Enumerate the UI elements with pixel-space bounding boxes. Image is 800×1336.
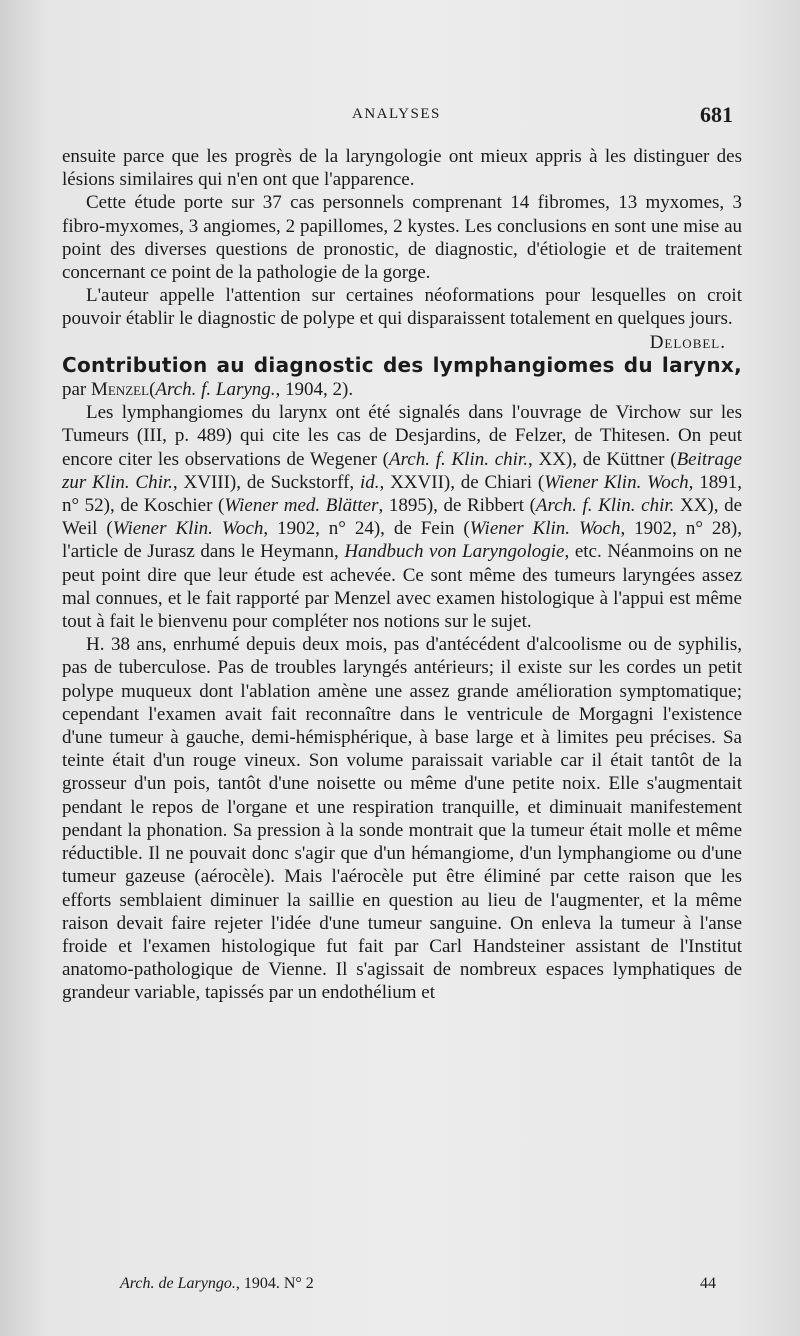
citation-journal: id. <box>359 471 380 493</box>
text-run: , 1902, n° 24), de Fein ( <box>263 518 470 540</box>
prev-article-paragraph-2: Cette étude porte sur 37 cas personnels comprenant 14 fibromes, 13 myxomes, 3 fibro-myxomes, 3 angiomes, 2 papillomes, 2 kystes. Les conclusions en sont une mise au point des diverses questions de pronostic, de diagnostic, d'étiologie et de traitement concernant ce point de la pathologie de la gorge. <box>62 192 742 284</box>
citation-journal: Wiener med. Blätter <box>224 495 379 517</box>
text-run: , 1895), de Ribbert ( <box>378 495 536 517</box>
prev-article-paragraph-3: L'auteur appelle l'attention sur certaines néoformations pour lesquelles on croit pouvoir établir le diagnostic de polype et qui disparaissent totalement en quelques jours. <box>62 285 742 330</box>
article-ref-journal: Arch. f. Laryng. <box>155 379 276 401</box>
article-heading <box>62 354 742 401</box>
running-head-title: ANALYSES <box>352 106 441 122</box>
text-run: , XX), de Küttner ( <box>527 448 677 470</box>
citation-journal: Wiener Klin. Woch <box>112 518 264 540</box>
text-run: , XVIII), de Suckstorff, <box>172 471 360 493</box>
article-paragraph-1 <box>62 401 742 633</box>
text-run: , 1891, n° 52), de Koschier ( <box>62 471 742 517</box>
citation-journal: Arch. f. Klin. chir. <box>535 495 675 517</box>
signature-mark: 44 <box>700 1275 716 1292</box>
text-run: Les lymphangiomes du larynx ont été signalés dans l'ouvrage de Virchow sur les Tumeurs (III, p. 489) qui cite les cas de Desjardins, de Felzer, de Thitesen. On peut encore citer les observations de Wegener ( <box>62 402 742 470</box>
article-paragraph-2: H. 38 ans, enrhumé depuis deux mois, pas d'antécédent d'alcoolisme ou de syphilis, pas de tuberculose. Pas de troubles laryngés antérieurs; il existe sur les cordes un petit polype muqueux dont l'ablation amène une assez grande amélioration symptomatique; cependant l'examen avait fait reconnaître dans le ventricule de Morgagni l'existence d'une tumeur à gauche, demi-hémisphérique, à base large et à limites peu précises. Sa teinte était d'un rouge vineux. Son volume paraissait variable car il était tantôt de la grosseur d'un pois, tantôt d'une noisette ou même d'une petite noix. Elle s'augmentait pendant le repos de l'organe et une respiration tranquille, et diminuait manifestement pendant la phonation. Sa pression à la sonde montrait que la tumeur était molle et même réductible. Il ne pouvait donc s'agir que d'un hémangiome, d'un lymphangiome ou d'une tumeur gazeuse (aérocèle). Mais l'aérocèle put être éliminé par cette raison que les efforts semblaient diminuer la saillie en question au lieu de l'augmenter, et la même raison devait faire rejeter l'idée d'une tumeur sanguine. On enleva la tumeur à l'anse froide et l'examen histologique fut fait par Carl Handsteiner assistant de l'Institut anatomo-pathologique de Vienne. Il s'agissait de nombreux espaces lymphatiques de grandeur variable, tapissés par un endothélium et <box>62 634 742 1004</box>
citation-journal: Beitrage zur Klin. Chir. <box>62 448 742 493</box>
text-run: , 1902, n° 28), l'article de Jurasz dans le Heymann, <box>62 518 742 563</box>
text-run: XX), de Weil ( <box>62 495 743 540</box>
article-title-par: par <box>62 379 87 401</box>
article-author: Menzel <box>91 379 150 401</box>
running-head <box>0 100 800 130</box>
article-ref-open: ( <box>149 379 156 401</box>
citation-journal: Wiener Klin. Woch <box>469 518 621 540</box>
prev-article-paragraph-1: ensuite parce que les progrès de la laryngologie ont mieux appris à les distinguer des lésions similaires qui n'en ont que l'apparence. <box>62 146 742 191</box>
page-number: 681 <box>700 102 733 127</box>
prev-article-signature: Delobel. <box>649 331 726 353</box>
footer-journal-title: Arch. de Laryngo. <box>120 1275 236 1292</box>
citation-journal: Wiener Klin. Woch <box>544 471 689 493</box>
page-footer <box>0 1273 800 1299</box>
footer-journal-issue: , 1904. N° 2 <box>235 1275 314 1292</box>
text-run: , XXVII), de Chiari ( <box>379 471 545 493</box>
article-title: Contribution au diagnostic des lymphangiomes du larynx, <box>62 352 742 377</box>
text-run: , etc. Néanmoins on ne peut point dire que leur étude est achevée. Ce sont même des tumeurs laryngées assez mal connues, et le fait rapporté par Menzel avec examen histologique à l'appui est même tout à fait le bienvenu pour compléter nos notions sur le sujet. <box>62 541 742 633</box>
citation-journal: Handbuch von Laryngologie <box>344 541 565 563</box>
citation-journal: Arch. f. Klin. chir. <box>388 448 528 470</box>
body-text <box>62 145 742 1005</box>
footer-journal <box>120 1275 314 1293</box>
article-ref-rest: , 1904, 2). <box>275 379 354 401</box>
